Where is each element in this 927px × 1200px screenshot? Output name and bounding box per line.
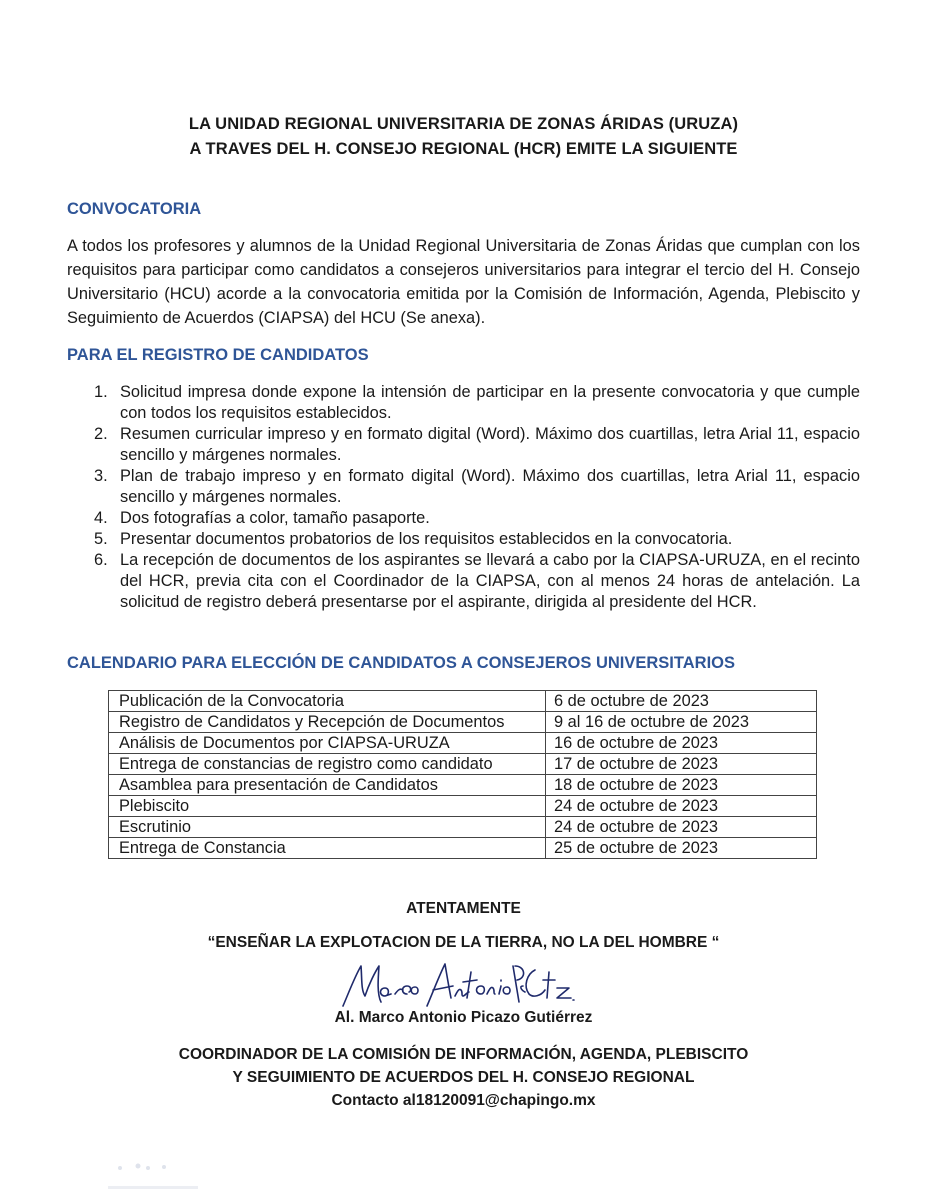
motto: “ENSEÑAR LA EXPLOTACION DE LA TIERRA, NO LA DEL HOMBRE “ — [207, 934, 720, 951]
list-item-text: Plan de trabajo impreso y en formato digital (Word). Máximo dos cuartillas, letra Arial 11, espacio sencillo y márgenes normales. — [120, 467, 860, 506]
convocatoria-title: CONVOCATORIA — [67, 200, 202, 218]
table-row — [109, 733, 817, 754]
table-row — [109, 691, 817, 712]
date-cell: 25 de octubre de 2023 — [546, 838, 817, 859]
list-item-text: La recepción de documentos de los aspirantes se llevará a cabo por la CIAPSA-URUZA, en el recinto del HCR, previa cita con el Coordinador de la CIAPSA, con al menos 24 horas de antelación. La solicitud de registro deberá presentarse por el aspirante, dirigida al presidente del HCR. — [120, 551, 860, 611]
calendar-table — [108, 690, 817, 859]
header-line-2: A TRAVES DEL H. CONSEJO REGIONAL (HCR) EMITE LA SIGUIENTE — [189, 140, 738, 158]
table-row — [109, 775, 817, 796]
table-row — [109, 796, 817, 817]
activity-cell: Publicación de la Convocatoria — [109, 691, 546, 712]
list-item-text: Presentar documentos probatorios de los requisitos establecidos en la convocatoria. — [120, 530, 733, 548]
activity-cell: Entrega de Constancia — [109, 838, 546, 859]
date-cell: 9 al 16 de octubre de 2023 — [546, 712, 817, 733]
list-item — [88, 550, 860, 613]
list-item — [88, 382, 860, 424]
requirements-list — [88, 382, 860, 613]
date-cell: 18 de octubre de 2023 — [546, 775, 817, 796]
contact-line: Contacto al18120091@chapingo.mx — [331, 1092, 596, 1109]
list-item-number: 1. — [94, 383, 108, 401]
list-item-number: 6. — [94, 551, 108, 569]
table-row — [109, 838, 817, 859]
signer-name: Al. Marco Antonio Picazo Gutiérrez — [334, 1009, 593, 1026]
date-cell: 6 de octubre de 2023 — [546, 691, 817, 712]
handwritten-signature — [335, 962, 575, 1010]
document-header — [0, 112, 927, 162]
activity-cell: Plebiscito — [109, 796, 546, 817]
list-item-number: 3. — [94, 467, 108, 485]
registro-title: PARA EL REGISTRO DE CANDIDATOS — [67, 346, 369, 364]
table-row — [109, 817, 817, 838]
activity-cell: Entrega de constancias de registro como candidato — [109, 754, 546, 775]
list-item-text: Solicitud impresa donde expone la intensión de participar en la presente convocatoria y que cumple con todos los requisitos establecidos. — [120, 383, 860, 422]
date-cell: 17 de octubre de 2023 — [546, 754, 817, 775]
calendario-title: CALENDARIO PARA ELECCIÓN DE CANDIDATOS A CONSEJEROS UNIVERSITARIOS — [67, 654, 736, 672]
list-item — [88, 424, 860, 466]
atentamente-label: ATENTAMENTE — [406, 900, 521, 917]
date-cell: 24 de octubre de 2023 — [546, 796, 817, 817]
activity-cell: Análisis de Documentos por CIAPSA-URUZA — [109, 733, 546, 754]
list-item — [88, 466, 860, 508]
signer-role — [0, 1043, 927, 1112]
role-line-2: Y SEGUIMIENTO DE ACUERDOS DEL H. CONSEJO REGIONAL — [232, 1069, 695, 1086]
role-line-1: COORDINADOR DE LA COMISIÓN DE INFORMACIÓN, AGENDA, PLEBISCITO — [178, 1046, 749, 1063]
activity-cell: Escrutinio — [109, 817, 546, 838]
table-row — [109, 712, 817, 733]
table-row — [109, 754, 817, 775]
list-item-text: Resumen curricular impreso y en formato digital (Word). Máximo dos cuartillas, letra Arial 11, espacio sencillo y márgenes normales. — [120, 425, 860, 464]
header-line-1: LA UNIDAD REGIONAL UNIVERSITARIA DE ZONAS ÁRIDAS (URUZA) — [188, 115, 739, 133]
list-item-number: 5. — [94, 530, 108, 548]
activity-cell: Asamblea para presentación de Candidatos — [109, 775, 546, 796]
list-item-number: 4. — [94, 509, 108, 527]
date-cell: 16 de octubre de 2023 — [546, 733, 817, 754]
convocatoria-paragraph: A todos los profesores y alumnos de la Unidad Regional Universitaria de Zonas Áridas que cumplan con los requisitos para participar como candidatos a consejeros universitarios para integrar el tercio del H. Consejo Universitario (HCU) acorde a la convocatoria emitida por la Comisión de Información, Agenda, Plebiscito y Seguimiento de Acuerdos (CIAPSA) del HCU (Se anexa). — [67, 237, 860, 327]
activity-cell: Registro de Candidatos y Recepción de Documentos — [109, 712, 546, 733]
date-cell: 24 de octubre de 2023 — [546, 817, 817, 838]
list-item-text: Dos fotografías a color, tamaño pasaporte. — [120, 509, 430, 527]
list-item-number: 2. — [94, 425, 108, 443]
list-item — [88, 529, 860, 550]
scan-smudge — [108, 1160, 198, 1190]
list-item — [88, 508, 860, 529]
